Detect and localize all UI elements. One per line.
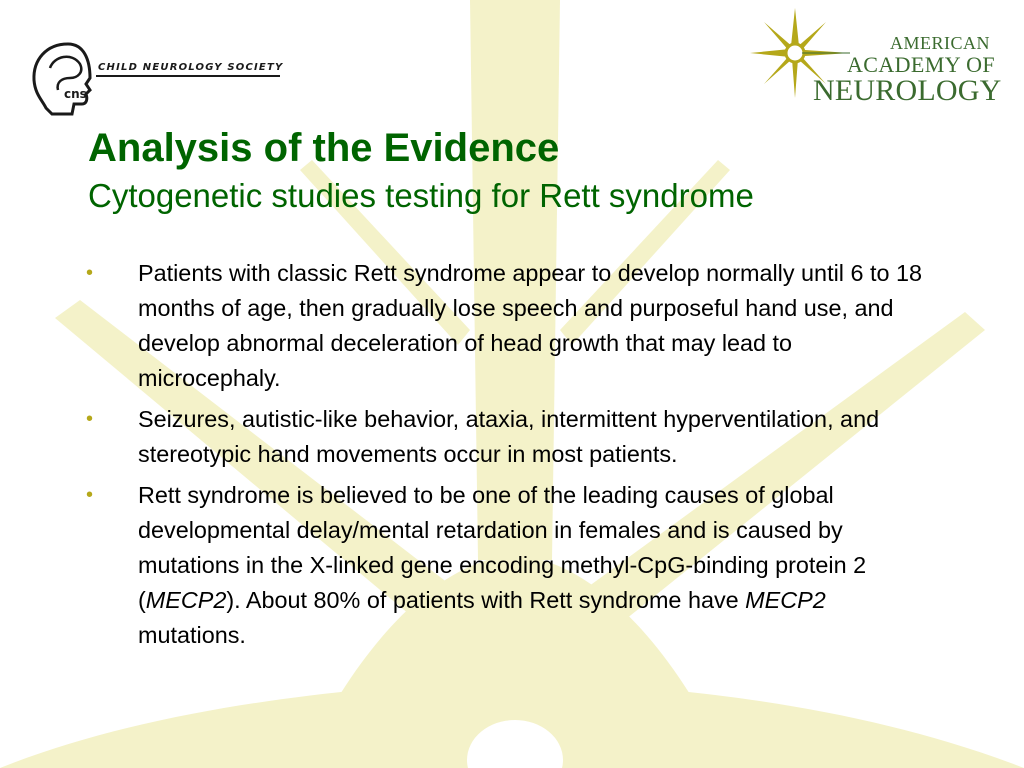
cns-monogram: cns [64,87,87,101]
bullet-item [86,478,946,653]
slide-subtitle: Cytogenetic studies testing for Rett syndrome [88,177,754,214]
aan-logo-line-academy: ACADEMY OF [847,52,996,77]
head-profile-icon [28,38,288,118]
bullet-marker: • [86,484,94,506]
gene-name-italic: MECP2 [145,587,227,613]
bullet-text: Seizures, autistic-like behavior, ataxia, intermittent hyperventilation, and stereotypic hand movements occur in most patients. [138,406,880,467]
bullet-list [86,256,946,659]
slide-title: Analysis of the Evidence [88,126,560,170]
bullet-item [86,256,946,396]
gene-name-italic: MECP2 [745,587,826,613]
bullet-text-part: mutations. [138,622,246,648]
bullet-text [138,478,938,653]
bullet-text-part: ). About 80% of patients with Rett syndrome have [226,587,746,613]
bullet-text-part: Rett syndrome is believed to be one of the leading causes of global developmental delay/mental retardation in females and is caused by mutations in the X-linked gene encoding methyl-CpG-binding protein 2 ( [138,482,867,613]
bullet-text: Patients with classic Rett syndrome appear to develop normally until 6 to 18 months of age, then gradually lose speech and purposeful hand use, and develop abnormal deceleration of head growth that may lead to microcephaly. [138,260,922,391]
bullet-item [86,402,946,472]
bullet-marker: • [86,408,94,430]
bullet-marker: • [86,262,94,284]
aan-logo-line-american: AMERICAN [890,33,991,53]
aan-logo-line-neurology: NEUROLOGY [813,74,1002,107]
cns-logo-text: CHILD NEUROLOGY SOCIETY [98,62,284,73]
